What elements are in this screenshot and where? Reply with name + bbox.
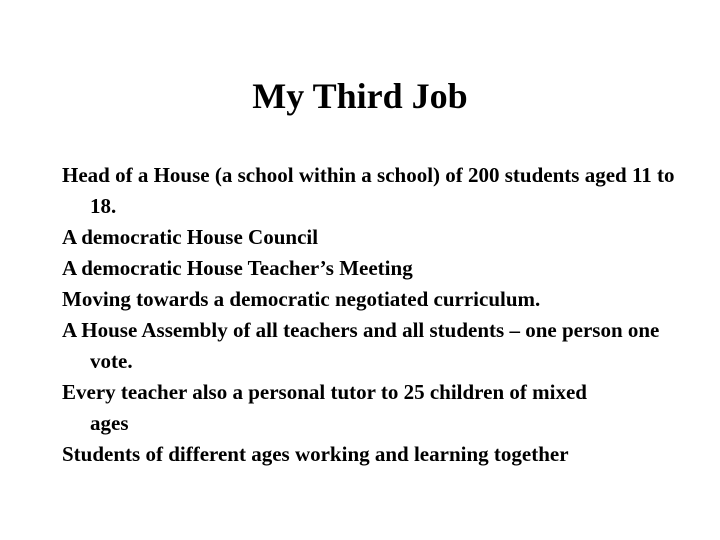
- list-item: A democratic House Teacher’s Meeting: [62, 256, 413, 280]
- list-item: Every teacher also a personal tutor to 25 children of mixed ages: [62, 380, 587, 435]
- list-item: Moving towards a democratic negotiated curriculum.: [62, 287, 541, 311]
- list-item: A democratic House Council: [62, 225, 319, 249]
- bullet-list: [62, 160, 702, 470]
- slide-title: My Third Job: [252, 76, 468, 116]
- list-item: Students of different ages working and learning together: [62, 442, 569, 466]
- list-item: A House Assembly of all teachers and all students – one person one vote.: [62, 318, 660, 373]
- list-item: Head of a House (a school within a school) of 200 students aged 11 to 18.: [62, 163, 675, 218]
